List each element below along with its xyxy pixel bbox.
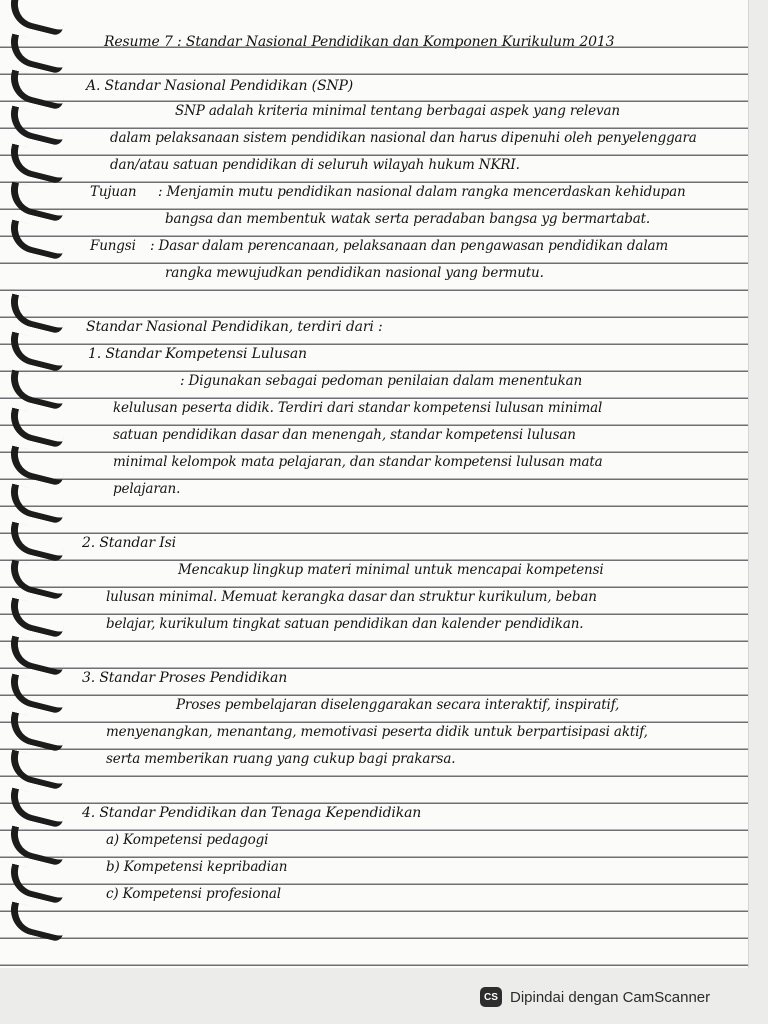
- spiral-ring: [5, 106, 67, 147]
- spiral-ring: [5, 0, 67, 36]
- definition-line: SNP adalah kriteria minimal tentang berbagai aspek yang relevan: [175, 103, 620, 119]
- spiral-ring: [5, 750, 67, 791]
- tujuan-label: Tujuan: [90, 184, 137, 200]
- definition-line: dan/atau satuan pendidikan di seluruh wilayah hukum NKRI.: [110, 157, 520, 173]
- item-line: lulusan minimal. Memuat kerangka dasar dan struktur kurikulum, beban: [106, 589, 597, 605]
- watermark-text: Dipindai dengan CamScanner: [510, 988, 711, 1006]
- spiral-ring: [5, 712, 67, 753]
- item-line: minimal kelompok mata pelajaran, dan standar kompetensi lulusan mata: [113, 454, 603, 470]
- item-line: menyenangkan, menantang, memotivasi peserta didik untuk berpartisipasi aktif,: [106, 724, 648, 740]
- item-heading: 3. Standar Proses Pendidikan: [82, 670, 288, 686]
- definition-line: dalam pelaksanaan sistem pendidikan nasional dan harus dipenuhi oleh penyelenggara: [110, 130, 697, 146]
- spiral-binding: [0, 0, 70, 968]
- item-line: Proses pembelajaran diselenggarakan secara interaktif, inspiratif,: [176, 697, 620, 713]
- list-intro: Standar Nasional Pendidikan, terdiri dari :: [86, 319, 383, 335]
- sub-item: a) Kompetensi pedagogi: [106, 832, 269, 848]
- page-title: Resume 7 : Standar Nasional Pendidikan dan Komponen Kurikulum 2013: [104, 34, 615, 50]
- spiral-ring: [5, 636, 67, 677]
- spiral-ring: [5, 34, 67, 75]
- section-a-heading: A. Standar Nasional Pendidikan (SNP): [86, 78, 354, 94]
- tujuan-line: : Menjamin mutu pendidikan nasional dalam rangka mencerdaskan kehidupan: [158, 184, 686, 200]
- spiral-ring: [5, 220, 67, 261]
- fungsi-label: Fungsi: [90, 238, 136, 254]
- item-heading: 4. Standar Pendidikan dan Tenaga Kependidikan: [82, 805, 422, 821]
- item-line: pelajaran.: [113, 481, 181, 497]
- spiral-ring: [5, 446, 67, 487]
- spiral-ring: [5, 788, 67, 829]
- scanner-watermark: [480, 984, 710, 1010]
- sub-item: b) Kompetensi kepribadian: [106, 859, 288, 875]
- spiral-ring: [5, 522, 67, 563]
- item-line: belajar, kurikulum tingkat satuan pendidikan dan kalender pendidikan.: [106, 616, 584, 632]
- item-line: satuan pendidikan dasar dan menengah, standar kompetensi lulusan: [113, 427, 576, 443]
- camscanner-icon: CS: [480, 987, 502, 1007]
- spiral-ring: [5, 408, 67, 449]
- spiral-ring: [5, 294, 67, 335]
- item-heading: 1. Standar Kompetensi Lulusan: [88, 346, 307, 362]
- item-line: serta memberikan ruang yang cukup bagi prakarsa.: [106, 751, 456, 767]
- item-line: : Digunakan sebagai pedoman penilaian dalam menentukan: [180, 373, 583, 389]
- spiral-ring: [5, 70, 67, 111]
- spiral-ring: [5, 332, 67, 373]
- spiral-ring: [5, 674, 67, 715]
- spiral-ring: [5, 144, 67, 185]
- sub-item: c) Kompetensi profesional: [106, 886, 281, 902]
- item-line: kelulusan peserta didik. Terdiri dari standar kompetensi lulusan minimal: [113, 400, 603, 416]
- spiral-ring: [5, 370, 67, 411]
- fungsi-line: : Dasar dalam perencanaan, pelaksanaan dan pengawasan pendidikan dalam: [150, 238, 669, 254]
- spiral-ring: [5, 826, 67, 867]
- tujuan-line: bangsa dan membentuk watak serta peradaban bangsa yg bermartabat.: [165, 211, 651, 227]
- spiral-ring: [5, 484, 67, 525]
- spiral-ring: [5, 182, 67, 223]
- spiral-ring: [5, 864, 67, 905]
- item-line: Mencakup lingkup materi minimal untuk mencapai kompetensi: [178, 562, 604, 578]
- spiral-ring: [5, 598, 67, 639]
- item-heading: 2. Standar Isi: [82, 535, 176, 551]
- spiral-ring: [5, 902, 67, 943]
- spiral-ring: [5, 560, 67, 601]
- fungsi-line: rangka mewujudkan pendidikan nasional yang bermutu.: [165, 265, 544, 281]
